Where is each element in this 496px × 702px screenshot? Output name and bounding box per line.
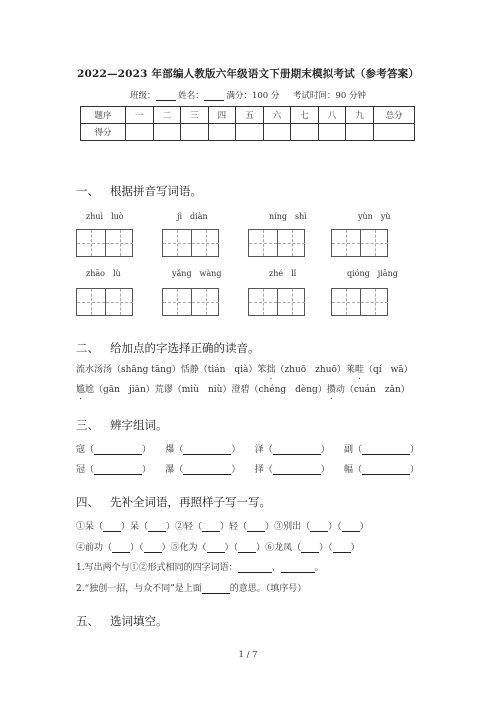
section-title: 根据拼音写词语。 [109,184,202,198]
paren-close: ） [320,465,330,475]
question-text: 、 [271,563,281,573]
idiom-text: ④前功（ [76,543,113,553]
idiom-text: ）（ [224,543,239,553]
answer-blank[interactable] [247,522,265,532]
answer-blank[interactable] [183,445,231,455]
answer-blank[interactable] [273,465,321,475]
paren-close: ） [231,465,241,475]
tianzige-box[interactable] [331,229,388,257]
answer-blank[interactable] [112,543,130,553]
idiom-text: ）③别出（ [265,522,311,532]
answer-blank[interactable] [94,465,142,475]
score-head-cell: 九 [346,107,374,124]
pinyin-label: yùn yù [358,212,391,221]
section-number: 五、 [76,614,99,628]
answer-blank[interactable] [144,543,162,553]
score-head-cell: 题序 [81,107,126,124]
char-prompt: 副（ [344,445,363,455]
answer-blank[interactable] [362,465,410,475]
section-2-heading [76,340,259,356]
answer-blank[interactable] [94,445,142,455]
score-cell[interactable] [346,124,374,141]
pinyin-label: jì diàn [177,212,208,221]
paren-close: ） [410,465,420,475]
score-head-cell: 四 [208,107,236,124]
section-title: 先补全词语，再照样子写一写。 [109,495,271,509]
char-prompt: 择（ [254,465,273,475]
pinyin-label: yǎng wàng [172,269,222,278]
score-cell[interactable] [126,124,154,141]
tianzige-box[interactable] [76,288,133,316]
answer-blank[interactable] [310,522,328,532]
score-cell[interactable] [236,124,264,141]
answer-blank[interactable] [301,543,319,553]
tianzige-box[interactable] [248,229,305,257]
line-text: 流水汤汤（shāng tāng）恬静（tián qià）笨 [76,365,267,375]
idiom-line-2 [76,540,360,553]
score-head-cell: 三 [181,107,209,124]
score-row-label: 得分 [81,124,126,141]
exam-time: 考试时间：90 分钟 [292,91,366,101]
tianzige-box[interactable] [248,288,305,316]
section-1-heading [76,183,202,199]
tianzige-box[interactable] [331,288,388,316]
score-cell[interactable] [181,124,209,141]
score-header-row [81,107,415,124]
paren-close: ） [142,465,152,475]
score-cell[interactable] [374,124,415,141]
answer-blank[interactable] [362,445,410,455]
score-cell[interactable] [263,124,291,141]
score-cell[interactable] [153,124,181,141]
section-number: 三、 [76,418,99,432]
paren-close: ） [410,445,420,455]
idiom-text: ） [359,522,369,532]
section-title: 选词填空。 [109,614,168,628]
name-label: 姓名： [178,91,204,101]
idiom-text: ）呆（ [121,522,149,532]
tianzige-box[interactable] [162,288,219,316]
answer-blank[interactable] [103,522,121,532]
answer-blank[interactable] [238,543,256,553]
score-value-row [81,124,415,141]
char-prompt: 瀑（ [165,465,184,475]
paren-close: ） [320,445,330,455]
dotted-char: 拙 [266,365,276,375]
line-text: （zhuō zhuō）莱 [275,365,355,375]
dotted-char: 攒 [326,385,336,395]
line-text: 尬（gān jiān）荒谬（miù niù）澄碧（chéng dèng） [85,385,327,395]
section-number: 二、 [76,341,99,355]
question-text: 的意思。（填序号） [229,584,307,594]
dotted-char: 畦 [354,365,364,375]
question-text: 2.“独创一招，与众不同”是上面 [76,584,202,594]
total-score: 满分：100 分 [226,91,280,101]
score-head-cell: 七 [291,107,319,124]
word-group-row-1 [76,442,419,455]
question-text: 1.写出两个与①②形式相同的四字词语： [76,563,238,573]
score-cell[interactable] [291,124,319,141]
word-group-row-2 [76,462,419,475]
idiom-text: ）（ [130,543,144,553]
line-text: 动（cuán zǎn） [335,385,410,395]
class-label: 班级： [130,91,156,101]
idiom-text: ）（ [319,543,333,553]
char-prompt: 幅（ [344,465,363,475]
pronunciation-line-1 [76,362,413,375]
score-head-cell: 六 [263,107,291,124]
pinyin-label: zhāo lù [86,269,121,278]
question-4-1 [76,560,324,573]
pinyin-label: qióng jiāng [347,269,398,278]
idiom-text: ）（ [328,522,342,532]
score-cell[interactable] [208,124,236,141]
score-head-cell: 总分 [374,107,415,124]
answer-blank[interactable] [183,465,231,475]
answer-blank[interactable] [202,584,230,594]
answer-blank[interactable] [238,563,272,573]
score-cell[interactable] [318,124,346,141]
section-5-heading [76,613,167,629]
answer-blank[interactable] [342,522,360,532]
idiom-line-1 [76,519,369,532]
idiom-text: ）⑤化为（ [161,543,207,553]
char-prompt: 寇（ [76,445,95,455]
answer-blank[interactable] [333,543,351,553]
pronunciation-line-2 [76,382,410,395]
answer-blank[interactable] [207,543,225,553]
char-prompt: 泽（ [254,445,273,455]
exam-info-line [0,89,496,101]
score-head-cell: 八 [318,107,346,124]
pinyin-label: zhé lǐ [269,269,297,278]
section-number: 一、 [76,184,99,198]
section-title: 给加点的字选择正确的读音。 [109,341,260,355]
section-title: 辨字组词。 [109,418,168,432]
pinyin-label: zhuì luò [86,212,124,221]
tianzige-box[interactable] [76,229,133,257]
score-head-cell: 五 [236,107,264,124]
idiom-text: ）轻（ [220,522,248,532]
idiom-text: ①呆（ [76,522,104,532]
name-blank[interactable] [204,91,224,101]
pinyin-label: níng shì [269,212,307,221]
char-prompt: 爆（ [165,445,184,455]
answer-blank[interactable] [148,522,166,532]
paren-close: ） [142,445,152,455]
paren-close: ） [231,445,241,455]
idiom-text: ） [350,543,360,553]
page-title: 2022—2023 年部编人教版六年级语文下册期末模拟考试（参考答案） [76,68,420,80]
idiom-text: ）⑥龙凤（ [256,543,302,553]
section-4-heading [76,494,271,510]
class-blank[interactable] [156,91,176,101]
section-number: 四、 [76,495,99,509]
page-number: 1 / 7 [238,650,258,660]
dotted-char: 尴 [76,385,86,395]
question-text: 。 [314,563,324,573]
char-prompt: 冠（ [76,465,95,475]
tianzige-box[interactable] [162,229,219,257]
idiom-text: ）②轻（ [166,522,203,532]
score-head-cell: 二 [153,107,181,124]
score-table [80,106,415,141]
question-4-2 [76,581,306,594]
line-text: （qí wā） [363,365,413,375]
score-head-cell: 一 [126,107,154,124]
section-3-heading [76,417,167,433]
answer-blank[interactable] [273,445,321,455]
answer-blank[interactable] [202,522,220,532]
answer-blank[interactable] [281,563,315,573]
